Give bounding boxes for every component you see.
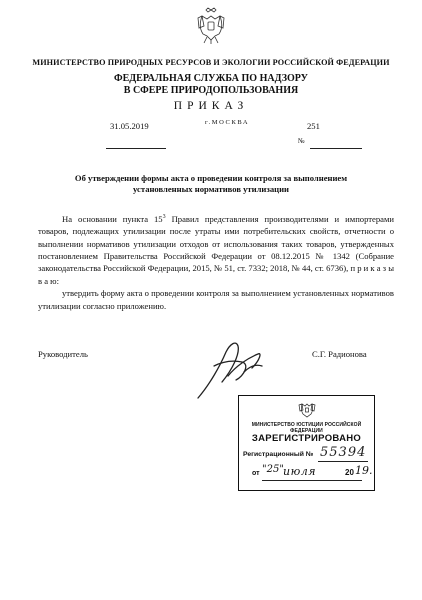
stamp-reg-number: 55394 (320, 445, 367, 460)
stamp-day: "25" (262, 464, 284, 475)
order-body (38, 211, 394, 312)
signer-role: Руководитель (38, 349, 88, 359)
stamp-ministry: МИНИСТЕРСТВО ЮСТИЦИИ РОССИЙСКОЙ ФЕДЕРАЦИИ (251, 422, 362, 434)
date-underline-stamp (262, 480, 362, 481)
date-underline (106, 148, 166, 149)
city: г.МОСКВА (205, 119, 250, 126)
signer-name: С.Г. Радионова (312, 349, 367, 359)
document-type: ПРИКАЗ (173, 100, 249, 112)
service-line-2: В СФЕРЕ ПРИРОДОПОЛЬЗОВАНИЯ (123, 85, 299, 96)
service-name (0, 73, 422, 97)
order-number: 251 (307, 121, 320, 131)
service-line-1: ФЕДЕРАЛЬНАЯ СЛУЖБА ПО НАДЗОРУ (114, 73, 308, 84)
stamp-from-label: от (252, 470, 260, 477)
order-date: 31.05.2019 (110, 121, 149, 131)
stamp-emblem-icon (298, 399, 316, 419)
order-subject (0, 173, 422, 194)
stamp-reg-label: Регистрационный № (243, 451, 314, 458)
handwritten-signature (192, 336, 267, 404)
number-underline (310, 148, 362, 149)
reg-number-underline (318, 461, 368, 462)
body-paragraph-2: утвердить форму акта о проведении контроля за выполнением установленных нормативов утилизации согласно приложению. (38, 288, 394, 311)
footnote-superscript: 3 (162, 214, 166, 220)
stamp-month: июля (283, 465, 317, 478)
stamp-year-suffix: 19. (355, 464, 373, 477)
coat-of-arms-icon (196, 6, 226, 46)
stamp-registered: ЗАРЕГИСТРИРОВАНО (251, 433, 362, 444)
ministry-name: МИНИСТЕРСТВО ПРИРОДНЫХ РЕСУРСОВ И ЭКОЛОГИИ РОССИЙСКОЙ ФЕДЕРАЦИИ (32, 58, 390, 67)
body-paragraph-1: На основании пункта $15^3$ Правил представления производителями и импортерами товаров, подлежащих утилизации после утраты ими потребительских свойств, отчетности о выполнении нормативов утилизации отходов от использования таких товаров, утвержденных постановлением Правительства Российской Федерации от 08.12.2015 № 1342 (Собрание законодательства Российской Федерации, 2015, № 51, ст. 7332; 2018, № 44, ст. 6736), п р и к а з ы в а ю: (38, 213, 394, 286)
number-sign: № (298, 137, 305, 145)
stamp-year-prefix: 20 (345, 468, 354, 477)
subject-line-2: установленных нормативов утилизации (133, 183, 289, 194)
subject-line-1: Об утверждении формы акта о проведении контроля за выполнением (74, 173, 348, 183)
